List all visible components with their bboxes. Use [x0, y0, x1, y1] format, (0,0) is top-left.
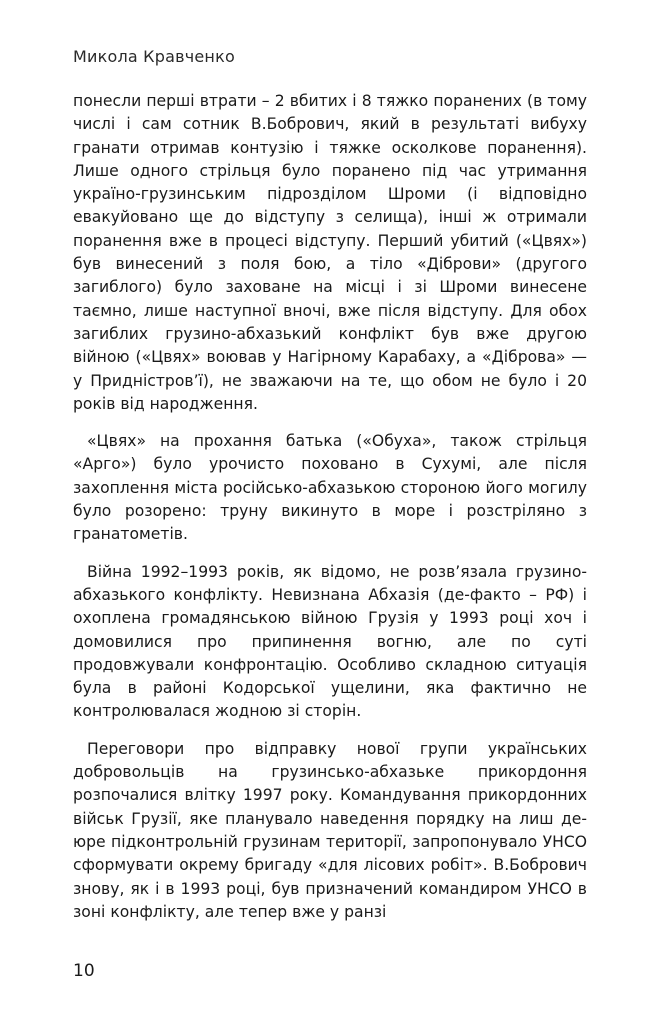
- running-head: Микола Кравченко: [73, 47, 235, 66]
- paragraph-burial: «Цвях» на прохання батька («Обуха», також стрільця «Арго») було урочисто поховано в Сухумі, але після захоплення міста російсько-абхазькою стороною його могилу було розорено: труну викинуто в море і розстріляно з гранатометів.: [73, 432, 587, 544]
- page-number: 10: [73, 961, 95, 981]
- body-text: [73, 90, 587, 924]
- paragraph-negotiations: Переговори про відправку нової групи українських добровольців на грузинсько-абхазьке прикордоння розпочалися влітку 1997 року. Командування прикордонних військ Грузії, яке планувало наведення порядку на лиш де-юре підконтрольній грузинам території, запропонувало УНСО сформувати окрему бригаду «для лісових робіт». В.Бобрович знову, як і в 1993 році, був призначений командиром УНСО в зоні конфлікту, але тепер вже у ранзі: [73, 739, 587, 921]
- paragraph-continuation: понесли перші втрати – 2 вбитих і 8 тяжко поранених (в тому числі і сам сотник В.Бобрович, який в результаті вибуху гранати отримав контузію і тяжке осколкове поранення). Лише одного стрільця було поранено під час утримання україно-грузинським підрозділом Шроми (і відповідно евакуйовано ще до відступу з селища), інші ж отримали поранення вже в процесі відступу. Перший убитий («Цвях») був винесений з поля бою, а тіло «Діброви» (другого загиблого) було заховане на місці і зі Шроми винесене таємно, лише наступної вночі, вже після відступу. Для обох загиблих грузино-абхазький конфлікт був вже другою війною («Цвях» воював у Нагірному Карабаху, а «Діброва» — у Придністров’ї), не зважаючи на те, що обом не було і 20 років від народження.: [73, 92, 587, 413]
- paragraph-war-aftermath: Війна 1992–1993 років, як відомо, не розв’язала грузино-абхазького конфлікту. Невизнана Абхазія (де-факто – РФ) і охоплена громадянською війною Грузія у 1993 році хоч і домовилися про припинення вогню, але по суті продовжували конфронтацію. Особливо складною ситуація була в районі Кодорської ущелини, яка фактично не контролювалася жодною зі сторін.: [73, 562, 587, 721]
